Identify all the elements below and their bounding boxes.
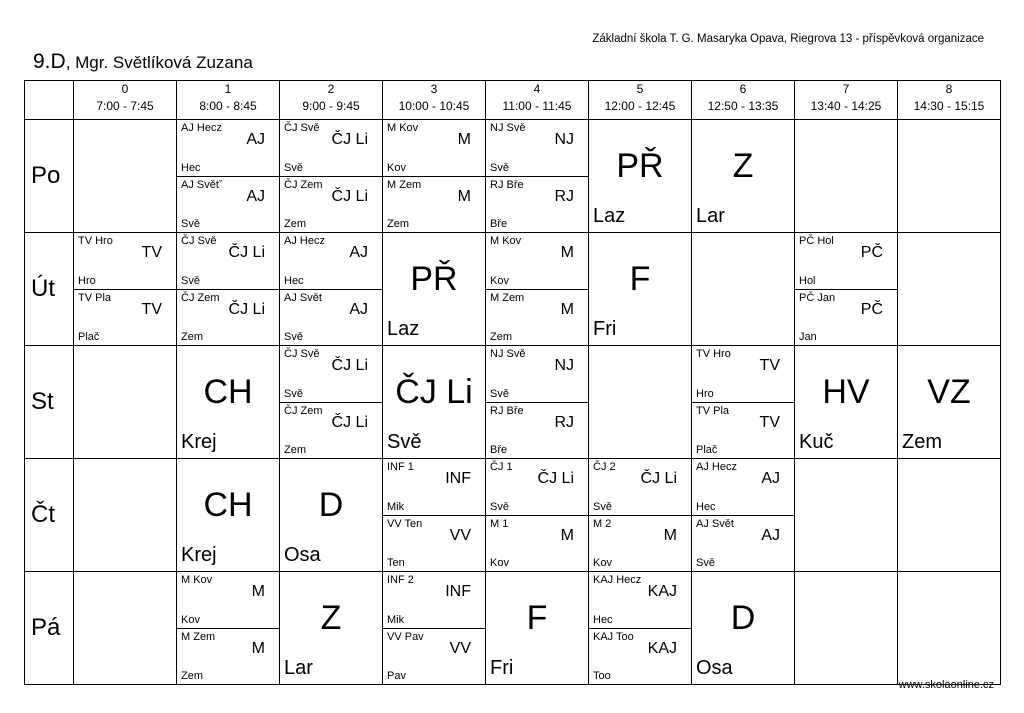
period-header xyxy=(692,80,795,120)
period-time: 12:00 - 12:45 xyxy=(604,99,676,113)
lesson-group-label: M Zem xyxy=(387,178,422,191)
lesson-teacher: Osa xyxy=(696,657,733,679)
period-number: 4 xyxy=(533,82,541,96)
lesson-teacher: Hec xyxy=(181,161,201,174)
lesson-teacher: Hro xyxy=(78,274,96,287)
lesson-subject: TV xyxy=(759,413,780,431)
lesson-subject: CH xyxy=(203,373,253,411)
lesson-subject: AJ xyxy=(246,187,265,205)
period-header xyxy=(795,80,898,120)
lesson-group xyxy=(589,629,692,686)
lesson-teacher: Zem xyxy=(387,218,409,230)
lesson-group xyxy=(486,403,589,460)
lesson-teacher: Kov xyxy=(181,613,200,626)
lesson-subject: ČJ Li xyxy=(395,373,473,411)
lesson-teacher: Hec xyxy=(696,500,716,513)
lesson-group xyxy=(486,516,589,573)
day-label: Pá xyxy=(24,572,74,685)
lesson-group xyxy=(383,572,486,629)
lesson-group-label: NJ Svě xyxy=(490,348,526,360)
empty-cell xyxy=(74,120,177,233)
lesson-group xyxy=(177,629,280,686)
lesson-teacher: Zem xyxy=(284,444,306,456)
lesson-group xyxy=(486,177,589,234)
lesson-subject: Z xyxy=(320,599,342,637)
empty-cell xyxy=(74,346,177,459)
lesson-teacher: Mik xyxy=(387,500,405,513)
lesson-subject: F xyxy=(629,260,651,298)
lesson-group xyxy=(280,346,383,403)
corner-cell xyxy=(24,80,74,120)
lesson-group xyxy=(177,120,280,177)
lesson-group-label: M Zem xyxy=(490,291,525,304)
lesson-teacher: Svě xyxy=(593,500,612,513)
lesson-group xyxy=(589,459,692,516)
lesson-cell xyxy=(280,572,383,685)
school-name: Základní škola T. G. Masaryka Opava, Riegrova 13 - příspěvková organizace xyxy=(592,33,984,45)
period-header xyxy=(280,80,383,120)
lesson-group-label: ČJ 2 xyxy=(593,461,616,473)
lesson-teacher: Bře xyxy=(490,218,508,230)
lesson-teacher: Hol xyxy=(799,274,816,287)
lesson-teacher: Svě xyxy=(490,387,509,400)
period-number: 5 xyxy=(636,82,644,96)
lesson-group xyxy=(74,290,177,347)
day-label: St xyxy=(24,346,74,459)
period-time: 9:00 - 9:45 xyxy=(302,99,360,113)
lesson-group-label: AJ Hecz xyxy=(181,122,222,134)
empty-cell xyxy=(898,233,1001,346)
lesson-subject: TV xyxy=(141,244,162,261)
lesson-cell xyxy=(589,233,692,346)
lesson-group-label: KAJ Hecz xyxy=(593,574,642,586)
lesson-teacher: Pav xyxy=(387,670,406,682)
lesson-teacher: Svě xyxy=(284,331,303,343)
lesson-subject: AJ xyxy=(761,470,780,487)
lesson-subject: M xyxy=(560,244,574,261)
lesson-subject: VZ xyxy=(927,373,971,411)
lesson-subject: F xyxy=(526,599,548,637)
lesson-group-label: ČJ Zem xyxy=(181,291,220,304)
lesson-subject: PŘ xyxy=(616,147,664,185)
lesson-group-label: ČJ Svě xyxy=(284,122,320,134)
lesson-group-label: ČJ Zem xyxy=(284,404,323,417)
lesson-cell xyxy=(589,120,692,233)
lesson-cell xyxy=(177,459,280,572)
lesson-subject: M xyxy=(457,187,471,205)
lesson-group-label: M Kov xyxy=(490,235,522,247)
lesson-teacher: Svě xyxy=(490,161,509,174)
lesson-group xyxy=(177,177,280,234)
lesson-cell xyxy=(795,346,898,459)
period-time: 10:00 - 10:45 xyxy=(398,99,470,113)
lesson-subject: Z xyxy=(732,147,754,185)
lesson-subject: D xyxy=(318,486,344,524)
lesson-subject: KAJ xyxy=(647,639,677,657)
lesson-teacher: Svě xyxy=(387,431,422,453)
lesson-cell xyxy=(692,120,795,233)
day-label: Po xyxy=(24,120,74,233)
lesson-group-label: NJ Svě xyxy=(490,122,526,134)
period-header xyxy=(177,80,280,120)
lesson-group-label: RJ Bře xyxy=(490,178,524,191)
lesson-group-label: VV Pav xyxy=(387,630,424,643)
lesson-group xyxy=(383,120,486,177)
lesson-subject: RJ xyxy=(554,187,574,205)
lesson-teacher: Hec xyxy=(593,613,613,626)
lesson-teacher: Mik xyxy=(387,613,405,626)
lesson-group-label: ČJ Zem xyxy=(284,178,323,191)
lesson-subject: D xyxy=(730,599,756,637)
lesson-teacher: Fri xyxy=(593,318,617,340)
class-name: 9.D xyxy=(33,50,66,73)
lesson-teacher: Jan xyxy=(799,331,817,343)
period-number: 1 xyxy=(224,82,232,96)
period-number: 0 xyxy=(121,82,129,96)
lesson-teacher: Laz xyxy=(593,205,626,227)
lesson-group xyxy=(383,629,486,686)
period-header xyxy=(486,80,589,120)
lesson-subject: M xyxy=(663,526,677,544)
lesson-group-label: M Kov xyxy=(387,122,419,134)
lesson-subject: KAJ xyxy=(647,583,677,600)
period-time: 12:50 - 13:35 xyxy=(707,99,779,113)
lesson-group xyxy=(589,572,692,629)
lesson-subject: PČ xyxy=(860,300,883,318)
lesson-group-label: AJ Světˇ xyxy=(181,178,223,191)
lesson-group xyxy=(589,516,692,573)
lesson-teacher: Krej xyxy=(181,544,217,566)
lesson-group xyxy=(280,403,383,460)
class-teacher: , Mgr. Světlíková Zuzana xyxy=(65,53,253,72)
lesson-subject: TV xyxy=(141,300,162,318)
lesson-group-label: AJ Hecz xyxy=(696,461,737,473)
lesson-teacher: Zem xyxy=(284,218,306,230)
empty-cell xyxy=(795,572,898,685)
lesson-subject: ČJ Li xyxy=(537,470,574,487)
period-time: 14:30 - 15:15 xyxy=(913,99,985,113)
lesson-group-label: M Zem xyxy=(181,630,216,643)
lesson-group-label: INF 1 xyxy=(387,461,414,473)
empty-cell xyxy=(74,572,177,685)
lesson-cell xyxy=(383,346,486,459)
lesson-group-label: PČ Jan xyxy=(799,291,836,304)
period-header xyxy=(74,80,177,120)
period-number: 2 xyxy=(327,82,335,96)
lesson-group xyxy=(280,290,383,347)
day-label: Út xyxy=(24,233,74,346)
lesson-subject: NJ xyxy=(554,357,574,374)
lesson-group-label: M Kov xyxy=(181,574,213,586)
lesson-group xyxy=(486,346,589,403)
lesson-cell xyxy=(177,346,280,459)
lesson-subject: ČJ Li xyxy=(228,300,265,318)
lesson-subject: M xyxy=(251,639,265,657)
lesson-cell xyxy=(486,572,589,685)
lesson-teacher: Plač xyxy=(78,331,100,343)
class-teacher-name: Mgr. Světlíková Zuzana xyxy=(75,53,253,72)
lesson-teacher: Osa xyxy=(284,544,321,566)
period-number: 3 xyxy=(430,82,438,96)
period-header xyxy=(898,80,1001,120)
period-number: 7 xyxy=(842,82,850,96)
lesson-group xyxy=(692,346,795,403)
lesson-subject: ČJ Li xyxy=(331,357,368,374)
lesson-subject: VV xyxy=(449,526,471,544)
lesson-subject: PČ xyxy=(860,244,883,261)
lesson-group-label: M 1 xyxy=(490,517,509,530)
period-time: 13:40 - 14:25 xyxy=(810,99,882,113)
lesson-group xyxy=(486,459,589,516)
lesson-subject: AJ xyxy=(349,244,368,261)
lesson-group-label: TV Hro xyxy=(78,235,113,247)
lesson-subject: M xyxy=(560,526,574,544)
lesson-group-label: TV Hro xyxy=(696,348,731,360)
empty-cell xyxy=(74,459,177,572)
lesson-group-label: M 2 xyxy=(593,517,612,530)
lesson-group-label: INF 2 xyxy=(387,574,414,586)
empty-cell xyxy=(795,120,898,233)
lesson-group xyxy=(280,120,383,177)
lesson-teacher: Too xyxy=(593,670,611,682)
empty-cell xyxy=(898,459,1001,572)
lesson-subject: PŘ xyxy=(410,260,458,298)
period-number: 6 xyxy=(739,82,747,96)
lesson-teacher: Svě xyxy=(181,218,200,230)
empty-cell xyxy=(589,346,692,459)
lesson-subject: VV xyxy=(449,639,471,657)
lesson-teacher: Kov xyxy=(490,557,509,569)
period-header xyxy=(589,80,692,120)
empty-cell xyxy=(898,120,1001,233)
lesson-teacher: Bře xyxy=(490,444,508,456)
lesson-subject: AJ xyxy=(349,300,368,318)
lesson-subject: ČJ Li xyxy=(331,187,368,205)
lesson-subject: M xyxy=(251,583,265,600)
lesson-group-label: PČ Hol xyxy=(799,235,834,247)
lesson-group xyxy=(795,290,898,347)
lesson-cell xyxy=(280,459,383,572)
day-label: Čt xyxy=(24,459,74,572)
period-time: 11:00 - 11:45 xyxy=(502,99,572,113)
lesson-subject: ČJ Li xyxy=(228,244,265,261)
lesson-teacher: Svě xyxy=(181,274,200,287)
lesson-cell xyxy=(898,346,1001,459)
lesson-group-label: KAJ Too xyxy=(593,630,634,643)
lesson-group xyxy=(795,233,898,290)
lesson-subject: TV xyxy=(759,357,780,374)
lesson-group xyxy=(280,233,383,290)
lesson-subject: M xyxy=(457,131,471,148)
lesson-group xyxy=(486,120,589,177)
footer-url: www.skolaonline.cz xyxy=(898,679,994,691)
lesson-group xyxy=(486,233,589,290)
lesson-teacher: Svě xyxy=(490,500,509,513)
lesson-group xyxy=(177,290,280,347)
lesson-cell xyxy=(692,572,795,685)
period-time: 7:00 - 7:45 xyxy=(96,99,154,113)
lesson-subject: RJ xyxy=(554,413,574,431)
lesson-subject: CH xyxy=(203,486,253,524)
lesson-subject: HV xyxy=(822,373,870,411)
empty-cell xyxy=(795,459,898,572)
lesson-teacher: Svě xyxy=(284,161,303,174)
lesson-teacher: Lar xyxy=(284,657,313,679)
lesson-group xyxy=(692,403,795,460)
lesson-group xyxy=(692,459,795,516)
lesson-group xyxy=(383,459,486,516)
lesson-teacher: Kuč xyxy=(799,431,834,453)
lesson-group xyxy=(383,516,486,573)
lesson-subject: AJ xyxy=(761,526,780,544)
empty-cell xyxy=(692,233,795,346)
lesson-group xyxy=(486,290,589,347)
lesson-group xyxy=(383,177,486,234)
lesson-teacher: Hec xyxy=(284,274,304,287)
lesson-group-label: TV Pla xyxy=(696,404,730,417)
lesson-group-label: ČJ Svě xyxy=(284,348,320,360)
lesson-subject: INF xyxy=(445,470,471,487)
lesson-subject: ČJ Li xyxy=(331,131,368,148)
lesson-subject: M xyxy=(560,300,574,318)
lesson-teacher: Svě xyxy=(696,557,715,569)
lesson-group xyxy=(692,516,795,573)
period-header xyxy=(383,80,486,120)
lesson-teacher: Kov xyxy=(593,557,612,569)
lesson-group xyxy=(74,233,177,290)
lesson-teacher: Zem xyxy=(490,331,512,343)
lesson-teacher: Svě xyxy=(284,387,303,400)
lesson-teacher: Krej xyxy=(181,431,217,453)
lesson-group xyxy=(177,233,280,290)
empty-cell xyxy=(898,572,1001,685)
lesson-group xyxy=(280,177,383,234)
period-number: 8 xyxy=(945,82,953,96)
lesson-subject: ČJ Li xyxy=(331,413,368,431)
lesson-group xyxy=(177,572,280,629)
lesson-subject: NJ xyxy=(554,131,574,148)
lesson-teacher: Hro xyxy=(696,387,714,400)
lesson-subject: ČJ Li xyxy=(640,470,677,487)
page-title xyxy=(33,50,253,74)
lesson-group-label: AJ Svět xyxy=(284,291,322,304)
lesson-teacher: Zem xyxy=(181,331,203,343)
lesson-teacher: Plač xyxy=(696,444,718,456)
lesson-subject: AJ xyxy=(246,131,265,148)
lesson-teacher: Ten xyxy=(387,557,405,569)
lesson-cell xyxy=(383,233,486,346)
lesson-teacher: Kov xyxy=(387,161,406,174)
lesson-group-label: ČJ 1 xyxy=(490,461,513,473)
period-time: 8:00 - 8:45 xyxy=(199,99,257,113)
lesson-group-label: ČJ Svě xyxy=(181,235,217,247)
lesson-teacher: Laz xyxy=(387,318,420,340)
lesson-teacher: Fri xyxy=(490,657,514,679)
lesson-subject: INF xyxy=(445,583,471,600)
lesson-group-label: AJ Svět xyxy=(696,517,734,530)
lesson-teacher: Lar xyxy=(696,205,725,227)
lesson-group-label: AJ Hecz xyxy=(284,235,325,247)
lesson-teacher: Zem xyxy=(902,431,942,453)
lesson-group-label: VV Ten xyxy=(387,517,423,530)
lesson-teacher: Kov xyxy=(490,274,509,287)
lesson-teacher: Zem xyxy=(181,670,203,682)
lesson-group-label: TV Pla xyxy=(78,291,112,304)
lesson-group-label: RJ Bře xyxy=(490,404,524,417)
